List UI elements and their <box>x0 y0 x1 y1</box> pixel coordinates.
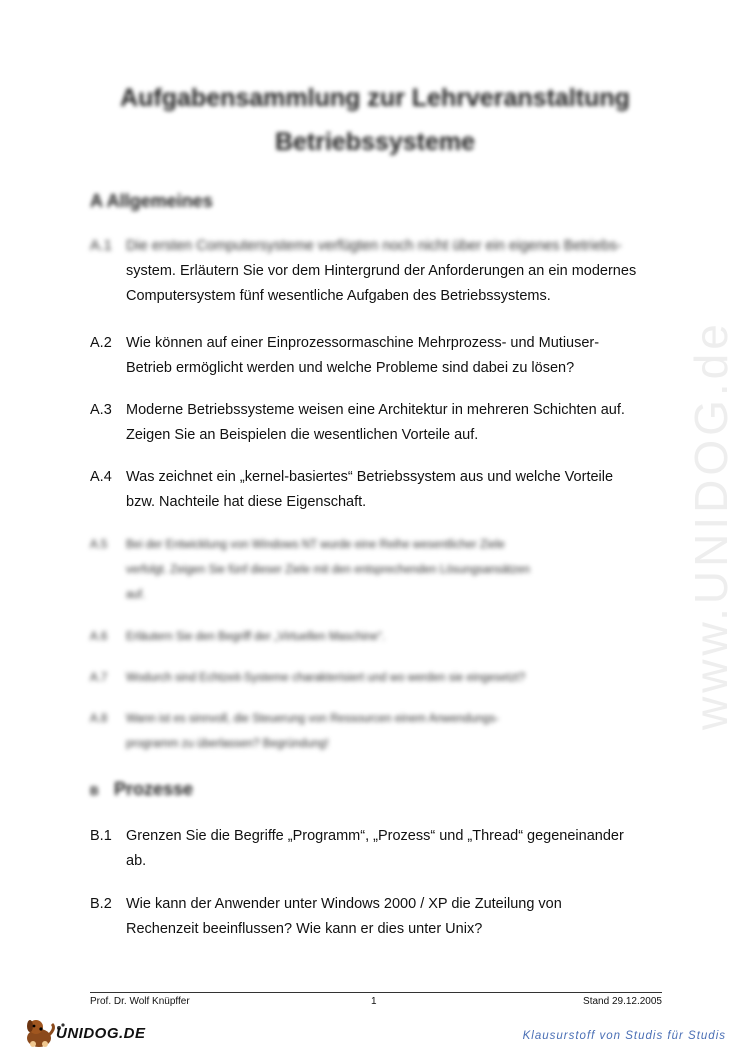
section-a-heading: A Allgemeines <box>90 191 213 211</box>
exercise-number: A.1 <box>90 238 112 254</box>
exercise-number: A.7 <box>90 672 108 684</box>
exercise-number: A.5 <box>90 539 108 551</box>
exercise-text-line: Die ersten Computersysteme verfügten noch nicht über ein eigenes Betriebs- <box>126 238 622 254</box>
exercise-a5 <box>90 533 670 608</box>
exercise-text-line: bzw. Nachteile hat diese Eigenschaft. <box>126 494 367 510</box>
exercise-text-line: Erläutern Sie den Begriff der „Virtuellen Maschine“. <box>126 631 386 643</box>
exercise-b1 <box>90 824 670 874</box>
exercise-a3 <box>90 398 670 448</box>
exercise-text-line: Was zeichnet ein „kernel-basiertes“ Betriebssystem aus und welche Vorteile <box>126 469 614 485</box>
exercise-number: A.6 <box>90 631 108 643</box>
exercise-a2 <box>90 331 670 381</box>
logo-text: UNIDOG.DE <box>56 1025 146 1042</box>
document-title-line1: Aufgabensammlung zur Lehrveranstaltung <box>120 84 630 112</box>
exercise-text-line: Wie kann der Anwender unter Windows 2000 / XP die Zuteilung von <box>126 896 562 912</box>
exercise-a7 <box>90 666 670 691</box>
footer-page-number: 1 <box>371 996 377 1007</box>
section-letter: B <box>90 784 99 798</box>
exercise-text-line: programm zu überlassen? Begründung! <box>126 738 329 750</box>
footer-author: Prof. Dr. Wolf Knüpffer <box>90 996 190 1007</box>
exercise-text-line: Wann ist es sinnvoll, die Steuerung von Ressourcen einem Anwendungs- <box>126 713 499 725</box>
footer-date: Stand 29.12.2005 <box>583 996 662 1007</box>
exercise-number: A.3 <box>90 402 112 418</box>
section-b-heading <box>90 779 193 800</box>
exercise-text-line: system. Erläutern Sie vor dem Hintergrund der Anforderungen an ein modernes <box>126 263 637 279</box>
section-title: Prozesse <box>114 779 194 799</box>
exercise-text-line: verfolgt. Zeigen Sie fünf dieser Ziele mit den entsprechenden Lösungsansätzen <box>126 564 531 576</box>
exercise-number: A.4 <box>90 469 112 485</box>
exercise-a4 <box>90 465 670 515</box>
exercise-text-line: Moderne Betriebssysteme weisen eine Architektur in mehreren Schichten auf. <box>126 402 625 418</box>
exercise-text-line: auf. <box>126 589 146 601</box>
exercise-number: B.2 <box>90 896 112 912</box>
exercise-text-line: ab. <box>126 853 147 869</box>
exercise-a8 <box>90 707 670 757</box>
exercise-number: B.1 <box>90 828 112 844</box>
exercise-text-line: Wie können auf einer Einprozessormaschine Mehrprozess- und Mutiuser- <box>126 335 600 351</box>
exercise-number: A.8 <box>90 713 108 725</box>
exercise-a1 <box>90 234 670 309</box>
tagline: Klausurstoff von Studis für Studis <box>522 1030 726 1042</box>
footer-divider <box>90 992 662 993</box>
exercise-text-line: Bei der Entwicklung von Windows NT wurde eine Reihe wesentlicher Ziele <box>126 539 505 551</box>
watermark: www.UNIDOG.de <box>685 320 737 730</box>
exercise-a6 <box>90 625 670 650</box>
exercise-number: A.2 <box>90 335 112 351</box>
exercise-text-line: Rechenzeit beeinflussen? Wie kann er dies unter Unix? <box>126 921 483 937</box>
exercise-text-line: Grenzen Sie die Begriffe „Programm“, „Prozess“ und „Thread“ gegeneinander <box>126 828 624 844</box>
exercise-text-line: Wodurch sind Echtzeit-Systeme charakterisiert und wo werden sie eingesetzt? <box>126 672 526 684</box>
exercise-text-line: Zeigen Sie an Beispielen die wesentlichen Vorteile auf. <box>126 427 479 443</box>
exercise-b2 <box>90 892 670 942</box>
document-title-line2: Betriebssysteme <box>274 128 476 156</box>
exercise-text-line: Betrieb ermöglicht werden und welche Probleme sind dabei zu lösen? <box>126 360 575 376</box>
exercise-text-line: Computersystem fünf wesentliche Aufgaben des Betriebssystems. <box>126 288 551 304</box>
